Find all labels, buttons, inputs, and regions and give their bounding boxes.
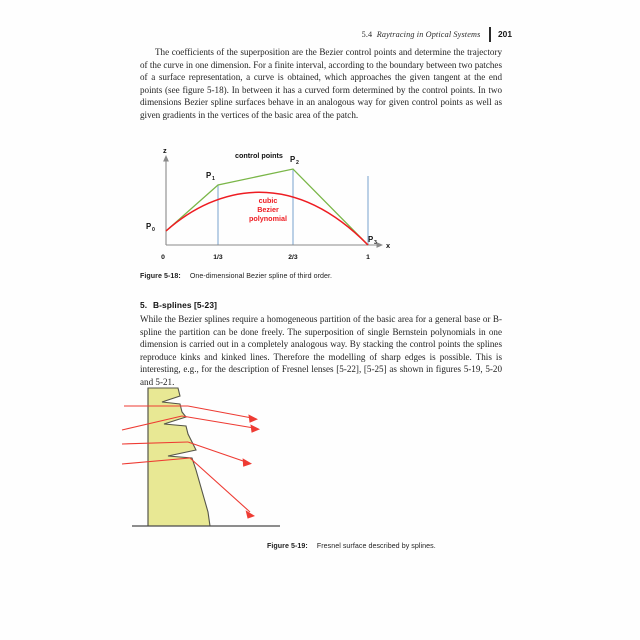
x-tick-3: 1 (366, 254, 370, 261)
fresnel-figure-svg (140, 386, 400, 554)
x-tick-1: 1/3 (213, 254, 223, 261)
header-section-number: 5.4 (361, 29, 373, 39)
control-points-annotation: control points (235, 151, 283, 160)
body-paragraph-2: While the Bezier splines require a homogeneous partition of the basic area for a general base or B-spline the partition can be done freely. The superposition of single Bernstein polynomials in one dimension is carried out in a completely analogous way. By stacking the control points the splines reproduce kinks and kinked lines. Therefore the modelling of sharp edges is possible. This is interesting, e.g., for the description of Fresnel lenses [5-22], [5-25] as shown in figures 5-19, 5-20 and 5-21. (140, 314, 502, 387)
figure-5-19-caption-label: Figure 5-19: (267, 542, 308, 550)
running-header (0, 26, 640, 42)
arrowhead-3 (243, 458, 252, 467)
point-subscript-p3: 3 (374, 240, 377, 246)
z-axis-label: z (163, 146, 167, 155)
point-subscript-p2: 2 (296, 160, 299, 166)
figure-5-19-caption (267, 542, 436, 550)
figure-bezier-spline (140, 146, 392, 270)
x-axis (166, 242, 383, 248)
arrowhead-2 (250, 424, 260, 432)
bezier-chart-svg (140, 146, 392, 270)
x-tick-2: 2/3 (288, 254, 298, 261)
header-divider (489, 27, 491, 42)
bezier-annotation-line-2: Bezier (257, 205, 279, 214)
ray-1-outgoing (188, 406, 252, 418)
ray-3-outgoing (188, 442, 246, 462)
figure-5-19-caption-text: Fresnel surface described by splines. (316, 542, 436, 550)
section-heading (140, 300, 502, 310)
x-axis-label: x (386, 241, 391, 250)
point-label-p1: P (206, 171, 212, 180)
point-label-p3: P (368, 235, 374, 244)
header-section-title (362, 30, 481, 39)
figure-5-18-caption-text: One-dimensional Bezier spline of third order. (189, 272, 333, 280)
section-heading-block (140, 300, 502, 389)
arrowhead-4 (246, 510, 255, 518)
x-tick-labels (161, 254, 370, 261)
point-label-p2: P (290, 155, 296, 164)
figure-5-18-caption (140, 272, 332, 280)
z-axis (163, 155, 169, 245)
section-heading-number: 5. (140, 300, 148, 310)
paragraph-block-1 (140, 46, 502, 122)
bezier-annotation (249, 196, 287, 223)
point-subscript-p1: 1 (212, 176, 215, 182)
point-label-p0: P (146, 222, 152, 231)
figure-fresnel-surface (140, 386, 400, 554)
section-heading-text: B-splines [5-23] (153, 300, 217, 310)
x-tick-0: 0 (161, 254, 165, 261)
header-section-name: Raytracing in Optical Systems (376, 29, 481, 39)
figure-5-18-caption-label: Figure 5-18: (140, 272, 181, 280)
page-number: 201 (498, 29, 512, 39)
ray-2-outgoing (182, 416, 254, 428)
body-paragraph-1: The coefficients of the superposition are the Bezier control points and determine the trajectory of the curve in one dimension. For a finite interval, according to the boundary between two patches of a surface representation, a curve is obtained, which approaches the given tangent at the end points (see figure 5-18). In between it has a curved form determined by the control points. In two dimensions Bezier spline surfaces behave in an analogous way for given control points as well as given gradients in the vertices of the basic area of the patch. (140, 47, 502, 120)
bezier-annotation-line-1: cubic (258, 196, 278, 205)
arrowhead-1 (248, 414, 258, 422)
ray-arrowheads (243, 414, 260, 518)
bezier-annotation-line-3: polynomial (249, 214, 287, 223)
point-subscript-p0: 0 (152, 227, 155, 233)
